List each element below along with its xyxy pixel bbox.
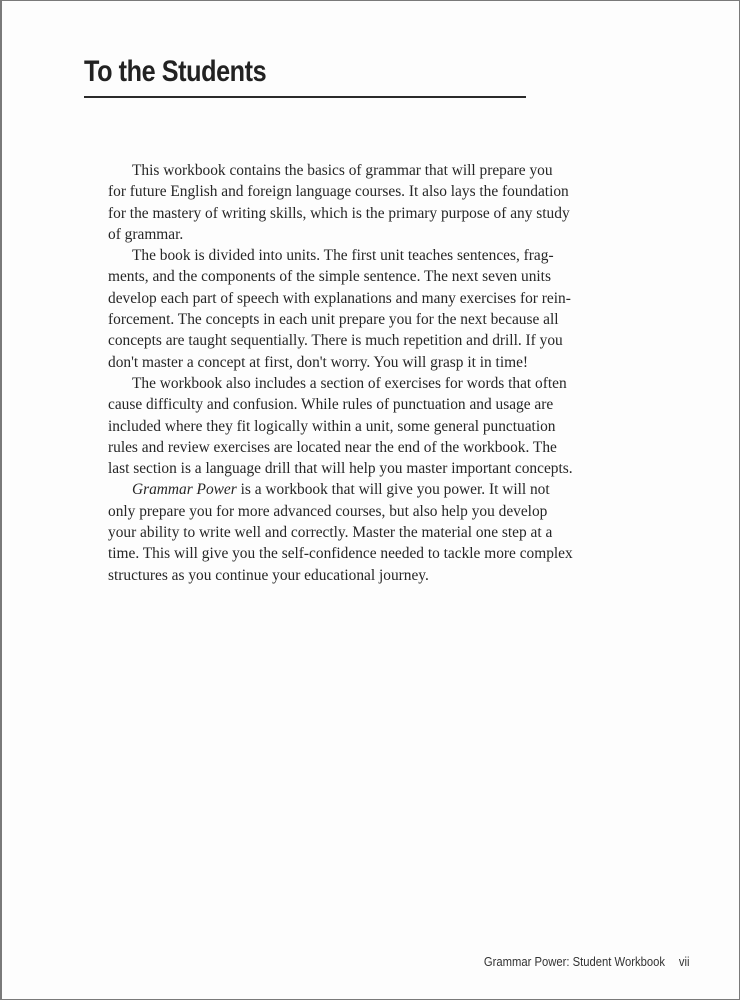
text-line: The workbook also includes a section of exercises for words that often — [132, 374, 567, 392]
page-title: To the Students — [84, 55, 267, 88]
text-line: of grammar. — [108, 225, 184, 243]
text-line: your ability to write well and correctly. Master the material one step at a — [108, 524, 553, 542]
text-line: included where they fit logically within a unit, some general punctuation — [108, 417, 556, 435]
text-fragment: is a workbook that will give you power. It will not — [236, 481, 550, 499]
text-line: structures as you continue your educational journey. — [108, 566, 429, 584]
text-line: develop each part of speech with explanations and many exercises for rein- — [108, 289, 571, 307]
paragraph-4 — [84, 479, 573, 585]
text-line: ments, and the components of the simple sentence. The next seven units — [108, 268, 551, 286]
text-line: cause difficulty and confusion. While rules of punctuation and usage are — [108, 396, 554, 414]
page-footer — [484, 955, 690, 969]
text-line: for future English and foreign language courses. It also lays the foundation — [108, 183, 569, 201]
paragraph-2 — [84, 245, 571, 373]
text-line: rules and review exercises are located near the end of the workbook. The — [108, 438, 557, 456]
text-line: The book is divided into units. The first unit teaches sentences, frag- — [132, 247, 554, 265]
paragraph-1 — [84, 160, 570, 245]
body-text — [84, 160, 573, 586]
text-line: This workbook contains the basics of grammar that will prepare you — [132, 162, 553, 179]
text-line: only prepare you for more advanced courses, but also help you develop — [108, 502, 548, 520]
text-line: don't master a concept at first, don't worry. You will grasp it in time! — [108, 353, 529, 371]
page-number: vii — [679, 955, 690, 969]
book-title-italic: Grammar Power — [132, 481, 237, 499]
title-underline — [84, 96, 526, 98]
text-line: for the mastery of writing skills, which is the primary purpose of any study — [108, 204, 570, 222]
text-line — [84, 479, 550, 500]
text-line: last section is a language drill that will help you master important concepts. — [108, 460, 573, 478]
paragraph-3 — [84, 373, 573, 479]
footer-book-title: Grammar Power: Student Workbook — [484, 955, 666, 969]
text-line: forcement. The concepts in each unit prepare you for the next because all — [108, 311, 559, 329]
text-line: time. This will give you the self-confidence needed to tackle more complex — [108, 545, 573, 563]
text-line: concepts are taught sequentially. There is much repetition and drill. If you — [108, 332, 563, 350]
